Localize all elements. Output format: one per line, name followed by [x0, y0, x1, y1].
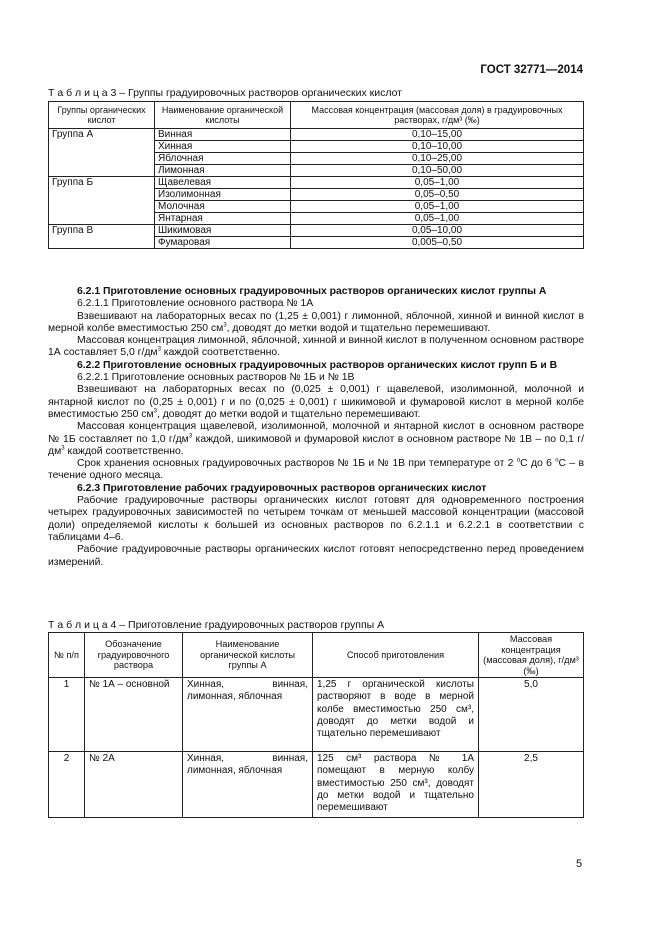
solution-code: № 2А	[85, 752, 183, 818]
acid-cell: Хинная	[155, 141, 291, 153]
acid-list: Хинная, винная, лимонная, яблочная	[183, 752, 313, 818]
paragraph: Рабочие градуировочные растворы органических кислот готовят непосредственно перед проведением измерений.	[48, 544, 584, 568]
row-number: 2	[49, 752, 85, 818]
paragraph-text: Взвешивают на лабораторных весах по (1,25 ± 0,001) г лимонной, яблочной, хинной и винной кислот в мерной колбе вместимостью 250 см	[48, 310, 584, 334]
paragraph-text: , доводят до метки водой и тщательно перемешивают.	[226, 322, 491, 334]
acid-list: Хинная, винная, лимонная, яблочная	[183, 678, 313, 752]
acid-cell: Лимонная	[155, 165, 291, 177]
table3-header-group: Группы органических кислот	[49, 102, 155, 129]
acid-cell: Янтарная	[155, 213, 291, 225]
paragraph-text: С до 6	[520, 458, 556, 470]
subsection-6-2-2-1: 6.2.2.1 Приготовление основных растворов № 1Б и № 1В	[77, 372, 355, 384]
table-row	[49, 177, 584, 189]
acid-cell: Изолимонная	[155, 189, 291, 201]
paragraph-text: каждой, шикимовой и фумаровой кислот в основном растворе № 1В – по 0,1 г/дм	[48, 433, 584, 457]
acid-cell: Молочная	[155, 201, 291, 213]
superscript: 3	[153, 408, 157, 415]
group-cell: Группа Б	[49, 177, 155, 225]
superscript: 3	[157, 347, 161, 354]
concentration-cell: 0,05–10,00	[291, 225, 584, 237]
concentration-cell: 5,0	[479, 678, 584, 752]
section-heading-6-2-3: 6.2.3 Приготовление рабочих градуировочных растворов органических кислот	[77, 482, 487, 494]
table3-header-concentration: Массовая концентрация (массовая доля) в градуировочных растворах, г/дм³ (‰)	[291, 102, 584, 129]
acid-cell: Винная	[155, 129, 291, 141]
section-heading-6-2-1: 6.2.1 Приготовление основных градуировочных растворов органических кислот группы А	[77, 286, 547, 297]
table4-header-solution: Обозначение градуировочного раствора	[85, 633, 183, 678]
table-row	[49, 225, 584, 237]
concentration-cell: 0,10–10,00	[291, 141, 584, 153]
table4-header-number: № п/п	[49, 633, 85, 678]
paragraph	[48, 335, 584, 360]
table-row	[49, 678, 584, 752]
concentration-cell: 0,10–15,00	[291, 129, 584, 141]
paragraph-text: , доводят до метки водой и тщательно перемешивают.	[156, 408, 421, 420]
superscript: o	[555, 457, 559, 464]
acid-cell: Фумаровая	[155, 237, 291, 249]
table-row	[49, 129, 584, 141]
paragraph-text: Срок хранения основных градуировочных растворов № 1Б и № 1В при температуре от 2	[77, 458, 517, 470]
concentration-cell: 0,05–1,00	[291, 201, 584, 213]
table4-header-row	[49, 633, 584, 678]
acid-cell: Яблочная	[155, 153, 291, 165]
preparation-method: 125 см³ раствора № 1А помещают в мерную колбу вместимостью 250 см³, доводят до метки водой и тщательно перемешивают	[313, 752, 479, 818]
concentration-cell: 0,10–50,00	[291, 165, 584, 177]
table3	[48, 101, 584, 249]
table3-header-row	[49, 102, 584, 129]
table3-header-acid: Наименование органической кислоты	[155, 102, 291, 129]
paragraph-text: каждой соответственно.	[64, 445, 184, 457]
table4-header-method: Способ приготовления	[313, 633, 479, 678]
paragraph-text: каждой соответственно.	[160, 347, 281, 359]
superscript: o	[516, 457, 521, 464]
table4-header-acid: Наименование органической кислоты группы А	[183, 633, 313, 678]
table4	[48, 632, 584, 818]
paragraph-text: Взвешивают на лабораторных весах по (0,025 ± 0,001) г щавелевой, изолимонной, молочной и янтарной кислот по (0,25 ± 0,001) г и по (0,025 ± 0,001) г шикимовой и фумаровой кислот в мерной колбе вместимостью 250 см	[48, 384, 584, 420]
preparation-method: 1,25 г органической кислоты растворяют в воде в мерной колбе вместимостью 250 см³, доводят до метки водой и тщательно перемешивают	[313, 678, 479, 752]
page-number: 5	[576, 858, 583, 870]
row-number: 1	[49, 678, 85, 752]
superscript: 3	[188, 433, 193, 440]
concentration-cell: 0,10–25,00	[291, 153, 584, 165]
acid-cell: Шикимовая	[155, 225, 291, 237]
body-text	[48, 286, 584, 569]
superscript: 3	[223, 322, 227, 329]
concentration-cell: 0,05–1,00	[291, 177, 584, 189]
solution-code: № 1А – основной	[85, 678, 183, 752]
paragraph	[48, 458, 584, 483]
acid-cell: Щавелевая	[155, 177, 291, 189]
group-cell: Группа В	[49, 225, 155, 249]
section-heading-6-2-2: 6.2.2 Приготовление основных градуировочных растворов органических кислот групп Б и В	[77, 359, 558, 371]
paragraph-text: С – в течение одного месяца.	[48, 458, 584, 482]
table4-caption: Т а б л и ц а 4 – Приготовление градуировочных растворов группы А	[48, 619, 385, 631]
table-row	[49, 752, 584, 818]
table4-header-concentration: Массовая концентрация (массовая доля), г/дм³ (‰)	[479, 633, 584, 678]
paragraph	[48, 384, 584, 421]
document-code: ГОСТ 32771—2014	[480, 64, 583, 76]
paragraph: Рабочие градуировочные растворы органических кислот готовят для одновременного построения четырех градуировочных зависимостей по четырем точкам от меньшей массовой концентрации (массовой доли) определяемой кислоты к большей из основных растворов по 6.2.1.1 и 6.2.2.1 в соответствии с таблицами 4–6.	[48, 495, 584, 543]
concentration-cell: 2,5	[479, 752, 584, 818]
superscript: 3	[61, 445, 65, 452]
paragraph-text: Массовая концентрация щавелевой, изолимонной, молочной и янтарной кислот в основном растворе № 1Б составляет по 1,0 г/дм	[48, 421, 584, 445]
subsection-6-2-1-1: 6.2.1.1 Приготовление основного раствора № 1А	[77, 298, 314, 310]
concentration-cell: 0,05–0,50	[291, 189, 584, 201]
paragraph	[48, 421, 584, 458]
concentration-cell: 0,005–0,50	[291, 237, 584, 249]
group-cell: Группа А	[49, 129, 155, 177]
concentration-cell: 0,05–1,00	[291, 213, 584, 225]
paragraph	[48, 311, 584, 336]
paragraph-text: Массовая концентрация лимонной, яблочной, хинной и винной кислот в полученном основном растворе 1А составляет 5,0 г/дм	[48, 335, 584, 359]
table3-caption: Т а б л и ц а 3 – Группы градуировочных растворов органических кислот	[48, 87, 402, 99]
